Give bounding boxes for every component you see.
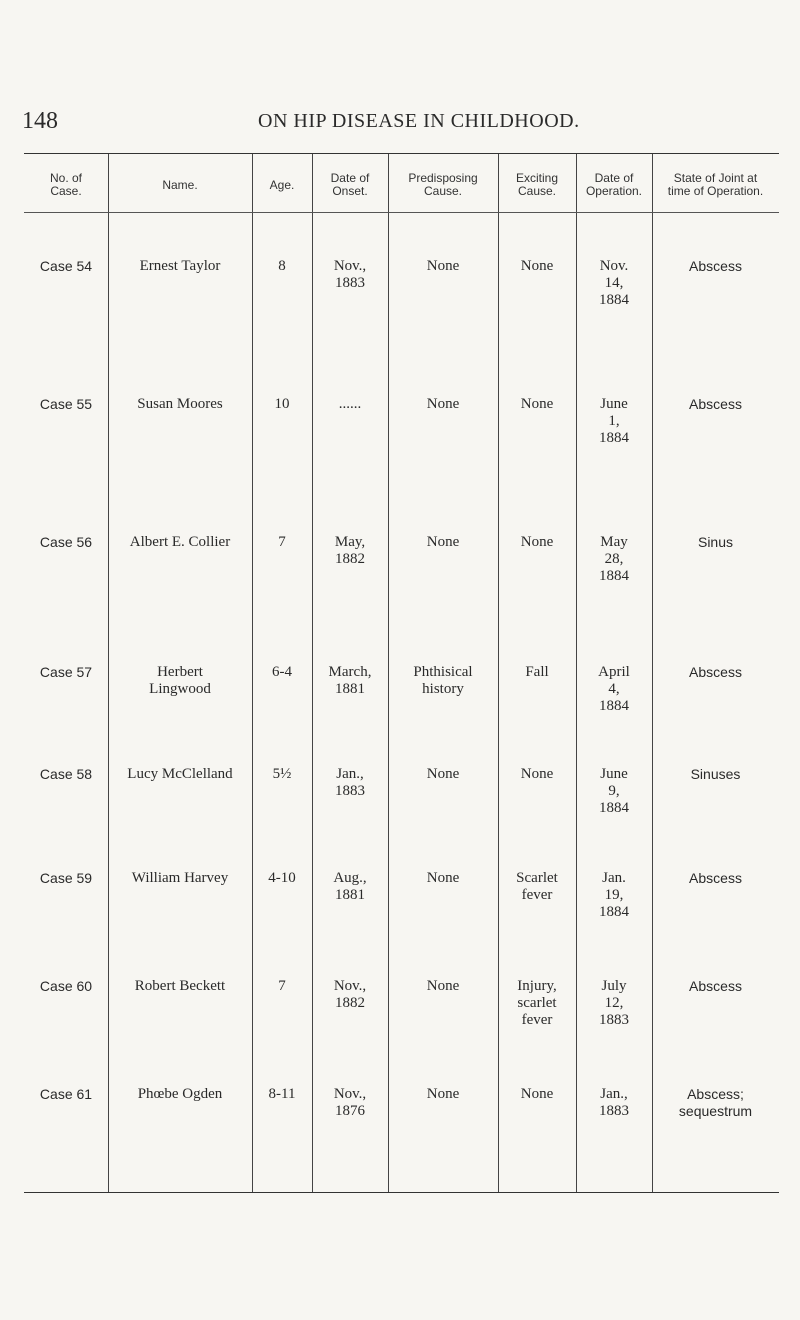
cell-exciting: None (520, 1086, 554, 1102)
cell-joint-state: Abscess (689, 258, 742, 274)
cell-predisposing: None (426, 396, 460, 412)
cell-name: Phœbe Ogden (137, 1086, 223, 1102)
cell-case-no: Case 57 (39, 664, 93, 680)
cell-onset: May, 1882 (334, 534, 366, 567)
cell-exciting: Fall (525, 664, 549, 680)
cell-predisposing: None (426, 766, 460, 782)
cell-operation: Jan. 19, 1884 (599, 870, 629, 920)
cell-joint-state: Sinuses (690, 766, 741, 782)
cell-age: 8 (278, 258, 286, 274)
cell-age: 6-4 (272, 664, 292, 680)
cell-joint-state: Sinus (697, 534, 734, 550)
cell-age: 5½ (272, 766, 292, 782)
cell-case-no: Case 60 (39, 978, 93, 994)
cell-exciting: Scarlet fever (516, 870, 558, 903)
cell-exciting: Injury, scarlet fever (517, 978, 557, 1028)
cell-age: 7 (278, 534, 286, 550)
cell-joint-state: Abscess (689, 396, 742, 412)
cell-exciting: None (520, 396, 554, 412)
cell-onset: ...... (338, 396, 362, 412)
page-header (22, 108, 782, 138)
cell-name: William Harvey (131, 870, 229, 886)
cell-predisposing: None (426, 978, 460, 994)
cell-predisposing: None (426, 534, 460, 550)
cell-predisposing: None (426, 1086, 460, 1102)
cell-name: Lucy McClelland (127, 766, 233, 782)
cell-joint-state: Abscess (689, 978, 742, 994)
cell-exciting: None (520, 534, 554, 550)
cell-onset: Jan., 1883 (335, 766, 365, 799)
cell-case-no: Case 54 (39, 258, 93, 274)
header-joint-state: State of Joint at time of Operation. (667, 171, 764, 198)
cell-age: 10 (274, 396, 290, 412)
cell-age: 4-10 (268, 870, 296, 886)
cell-joint-state: Abscess (689, 870, 742, 886)
cell-case-no: Case 58 (39, 766, 93, 782)
header-case-no: No. of Case. (49, 171, 82, 198)
header-onset: Date of Onset. (330, 171, 370, 198)
cell-predisposing: None (426, 870, 460, 886)
cell-operation: May 28, 1884 (599, 534, 629, 584)
cell-exciting: None (520, 258, 554, 274)
cell-name: Robert Beckett (134, 978, 226, 994)
cell-case-no: Case 56 (39, 534, 93, 550)
cell-operation: June 9, 1884 (599, 766, 629, 816)
cell-name: Ernest Taylor (139, 258, 221, 274)
header-name: Name. (162, 178, 198, 192)
cell-operation: April 4, 1884 (598, 664, 630, 714)
cell-operation: June 1, 1884 (599, 396, 629, 446)
case-table (24, 153, 779, 1193)
cell-operation: Jan., 1883 (599, 1086, 629, 1119)
header-age: Age. (269, 178, 295, 192)
cell-predisposing: Phthisical history (413, 664, 473, 697)
running-title: ON HIP DISEASE IN CHILDHOOD. (258, 110, 580, 132)
cell-age: 8-11 (268, 1086, 296, 1102)
header-rule (24, 212, 779, 213)
cell-exciting: None (520, 766, 554, 782)
header-operation: Date of Operation. (585, 171, 643, 198)
header-exciting: Exciting Cause. (515, 171, 559, 198)
cell-onset: Nov., 1876 (333, 1086, 367, 1119)
header-predisposing: Predisposing Cause. (408, 171, 478, 198)
cell-name: Albert E. Collier (129, 534, 231, 550)
cell-case-no: Case 55 (39, 396, 93, 412)
cell-joint-state: Abscess; sequestrum (678, 1086, 753, 1119)
cell-name: Susan Moores (137, 396, 223, 412)
cell-case-no: Case 59 (39, 870, 93, 886)
cell-onset: Nov., 1882 (333, 978, 367, 1011)
cell-case-no: Case 61 (39, 1086, 93, 1102)
cell-onset: Aug., 1881 (333, 870, 367, 903)
cell-joint-state: Abscess (689, 664, 742, 680)
cell-predisposing: None (426, 258, 460, 274)
cell-onset: March, 1881 (328, 664, 372, 697)
page-number: 148 (22, 108, 58, 134)
cell-onset: Nov., 1883 (333, 258, 367, 291)
cell-age: 7 (278, 978, 286, 994)
cell-operation: July 12, 1883 (599, 978, 629, 1028)
cell-name: Herbert Lingwood (149, 664, 211, 697)
cell-operation: Nov. 14, 1884 (599, 258, 629, 308)
